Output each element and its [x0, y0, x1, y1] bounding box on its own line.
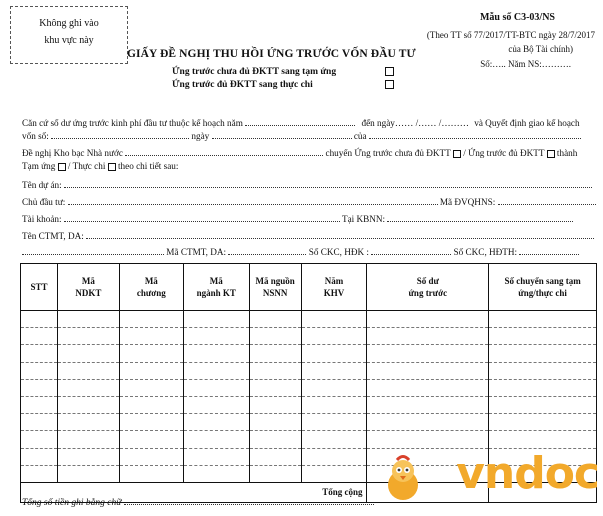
table-cell[interactable] [367, 345, 489, 362]
checkbox-actual-expense[interactable] [108, 163, 116, 171]
table-cell[interactable] [57, 328, 119, 345]
table-cell[interactable] [119, 465, 183, 482]
amount-in-words-label: Tổng số tiền ghi bằng chữ [22, 498, 122, 508]
table-cell[interactable] [367, 379, 489, 396]
table-row [21, 414, 597, 431]
table-cell[interactable] [57, 465, 119, 482]
watermark-logo: vndoc [456, 448, 599, 499]
mascot-icon [382, 455, 424, 503]
transfer-from-label: chuyển Ứng trước chưa đủ ĐKTT [325, 148, 451, 158]
table-cell[interactable] [249, 448, 301, 465]
table-cell[interactable] [301, 328, 367, 345]
ckc-hdth-field[interactable] [519, 247, 579, 255]
codes-lead-field[interactable] [22, 247, 164, 255]
decision-date-label: ngày [191, 131, 210, 141]
col-chapter: Mã chương [119, 264, 183, 311]
table-cell[interactable] [183, 431, 249, 448]
table-cell[interactable] [249, 345, 301, 362]
table-cell[interactable] [183, 328, 249, 345]
treasury-request-label: Đề nghị Kho bạc Nhà nước [22, 148, 123, 158]
checkbox-not-eligible[interactable] [453, 150, 461, 158]
kbnn-field[interactable] [387, 214, 573, 222]
table-cell[interactable] [57, 396, 119, 413]
table-cell[interactable] [21, 448, 58, 465]
table-cell[interactable] [57, 345, 119, 362]
project-row [22, 180, 592, 190]
body-line-4 [22, 161, 178, 171]
table-cell[interactable] [21, 328, 58, 345]
table-cell[interactable] [249, 431, 301, 448]
dvqhns-label: Mã ĐVQHNS: [439, 197, 496, 207]
table-cell[interactable] [57, 414, 119, 431]
decision-date-field[interactable] [212, 131, 352, 139]
table-cell[interactable] [489, 328, 597, 345]
amount-in-words-field[interactable] [124, 497, 374, 505]
table-cell[interactable] [21, 362, 58, 379]
table-cell[interactable] [489, 396, 597, 413]
col-stt: STT [21, 264, 58, 311]
table-cell[interactable] [183, 311, 249, 328]
table-cell[interactable] [119, 362, 183, 379]
table-cell[interactable] [489, 345, 597, 362]
table-cell[interactable] [183, 396, 249, 413]
ctmt-row [22, 231, 594, 241]
table-cell[interactable] [119, 328, 183, 345]
table-cell[interactable] [21, 431, 58, 448]
ckc-hdk-field[interactable] [371, 247, 451, 255]
table-cell[interactable] [183, 345, 249, 362]
table-cell[interactable] [57, 362, 119, 379]
col-transfer-amount: Số chuyển sang tạm ứng/thực chi [489, 264, 597, 311]
table-cell[interactable] [367, 414, 489, 431]
table-row [21, 345, 597, 362]
decision-issuer-field[interactable] [369, 131, 581, 139]
table-cell[interactable] [21, 414, 58, 431]
account-label: Tài khoản: [22, 214, 62, 224]
checkbox-advance-to-actual[interactable] [385, 80, 394, 89]
decision-number-field[interactable] [51, 131, 189, 139]
table-cell[interactable] [249, 328, 301, 345]
amount-in-words-row [22, 497, 374, 508]
table-cell[interactable] [367, 311, 489, 328]
table-cell[interactable] [119, 431, 183, 448]
transfer-eligible-label: / Ứng trước đủ ĐKTT [463, 148, 545, 158]
to-date-month: /…… [415, 118, 437, 128]
table-row [21, 362, 597, 379]
table-cell[interactable] [367, 328, 489, 345]
reserved-area-line2: khu vực này [44, 35, 94, 46]
treasury-name-field[interactable] [125, 148, 323, 156]
reserved-area-box [10, 6, 128, 64]
table-cell[interactable] [57, 448, 119, 465]
reserved-area-line1: Không ghi vào [39, 18, 99, 29]
col-economic-sector: Mã ngành KT [183, 264, 249, 311]
col-ndkt: Mã NDKT [57, 264, 119, 311]
table-cell[interactable] [119, 414, 183, 431]
table-cell[interactable] [367, 396, 489, 413]
table-cell[interactable] [301, 431, 367, 448]
table-cell[interactable] [119, 311, 183, 328]
table-cell[interactable] [21, 379, 58, 396]
checkbox-eligible[interactable] [547, 150, 555, 158]
table-cell[interactable] [57, 379, 119, 396]
body-line-2 [22, 131, 581, 141]
details-follow-label: theo chi tiết sau: [117, 161, 179, 171]
table-cell[interactable] [301, 311, 367, 328]
plan-year-field[interactable] [245, 118, 355, 126]
table-cell[interactable] [301, 396, 367, 413]
table-cell[interactable] [183, 414, 249, 431]
table-header-row [21, 264, 597, 311]
table-cell[interactable] [57, 311, 119, 328]
table-cell[interactable] [119, 345, 183, 362]
table-cell[interactable] [301, 414, 367, 431]
account-row [22, 214, 573, 224]
body-line-3 [22, 148, 577, 158]
table-cell[interactable] [21, 396, 58, 413]
table-cell[interactable] [301, 362, 367, 379]
actual-expense-label: / Thực chi [67, 161, 106, 171]
table-cell[interactable] [301, 345, 367, 362]
table-row [21, 379, 597, 396]
table-cell[interactable] [119, 396, 183, 413]
form-number-line: Số:….. Năm NS:………. [480, 59, 571, 69]
project-field[interactable] [64, 180, 592, 188]
table-row [21, 311, 597, 328]
project-label: Tên dự án: [22, 180, 62, 190]
ctmt-code-label: Mã CTMT, DA: [166, 247, 227, 257]
table-row [21, 396, 597, 413]
table-cell[interactable] [489, 414, 597, 431]
col-budget-source: Mã nguồn NSNN [249, 264, 301, 311]
form-reference: (Theo TT số 77/2017/TT-BTC ngày 28/7/2017 [426, 30, 595, 40]
table-cell[interactable] [21, 311, 58, 328]
ctmt-code-field[interactable] [228, 247, 306, 255]
table-cell[interactable] [489, 311, 597, 328]
col-advance-balance: Số dư ứng trước [367, 264, 489, 311]
ckc-hdk-label: Số CKC, HĐK : [308, 247, 369, 257]
form-issuer: của Bộ Tài chính) [508, 44, 573, 54]
total-label: Tổng cộng [21, 482, 367, 502]
form-number: Mẫu số C3-03/NS [479, 12, 555, 23]
plan-year-label: Căn cứ số dư ứng trước kinh phí đầu tư thuộc kế hoạch năm [22, 118, 243, 128]
table-cell[interactable] [249, 311, 301, 328]
investor-row [22, 197, 596, 207]
option-advance-to-actual: Ứng trước đủ ĐKTT sang thực chi [172, 80, 313, 90]
table-cell[interactable] [183, 362, 249, 379]
table-cell[interactable] [249, 379, 301, 396]
table-cell[interactable] [57, 431, 119, 448]
kbnn-label: Tại KBNN: [341, 214, 386, 224]
table-cell[interactable] [119, 379, 183, 396]
option-advance-to-temporary: Ứng trước chưa đủ ĐKTT sang tạm ứng [172, 67, 337, 77]
table-row [21, 328, 597, 345]
table-cell[interactable] [249, 465, 301, 482]
to-date-year: /……… [438, 118, 469, 128]
table-cell[interactable] [489, 431, 597, 448]
table-cell[interactable] [301, 465, 367, 482]
table-cell[interactable] [367, 362, 489, 379]
table-cell[interactable] [249, 414, 301, 431]
table-cell[interactable] [249, 362, 301, 379]
table-row [21, 431, 597, 448]
table-cell[interactable] [301, 379, 367, 396]
document-title: GIẤY ĐỀ NGHỊ THU HỒI ỨNG TRƯỚC VỐN ĐẦU TƯ [127, 48, 416, 60]
ckc-hdth-label: Số CKC, HĐTH: [453, 247, 518, 257]
decision-number-label: vốn số: [22, 131, 49, 141]
table-cell[interactable] [301, 448, 367, 465]
table-cell[interactable] [489, 379, 597, 396]
to-date-label: đến ngày…… [361, 118, 414, 128]
col-plan-year: Năm KHV [301, 264, 367, 311]
table-cell[interactable] [489, 362, 597, 379]
account-field[interactable] [64, 214, 340, 222]
transfer-into-label: thành [556, 148, 578, 158]
table-cell[interactable] [21, 345, 58, 362]
investor-field[interactable] [68, 197, 438, 205]
table-cell[interactable] [183, 379, 249, 396]
table-cell[interactable] [367, 431, 489, 448]
temporary-advance-label: Tạm ứng [22, 161, 56, 171]
table-cell[interactable] [119, 448, 183, 465]
table-cell[interactable] [21, 465, 58, 482]
dvqhns-field[interactable] [498, 197, 596, 205]
ctmt-label: Tên CTMT, DA: [22, 231, 84, 241]
investor-label: Chủ đầu tư: [22, 197, 66, 207]
checkbox-advance-to-temporary[interactable] [385, 67, 394, 76]
checkbox-temporary-advance[interactable] [58, 163, 66, 171]
table-cell[interactable] [183, 448, 249, 465]
decision-issuer-label: của [353, 131, 367, 141]
table-cell[interactable] [183, 465, 249, 482]
body-line-1 [22, 118, 580, 128]
codes-row [22, 247, 579, 257]
ctmt-field[interactable] [86, 231, 594, 239]
table-cell[interactable] [249, 396, 301, 413]
plan-decision-label: và Quyết định giao kế hoạch [474, 118, 580, 128]
